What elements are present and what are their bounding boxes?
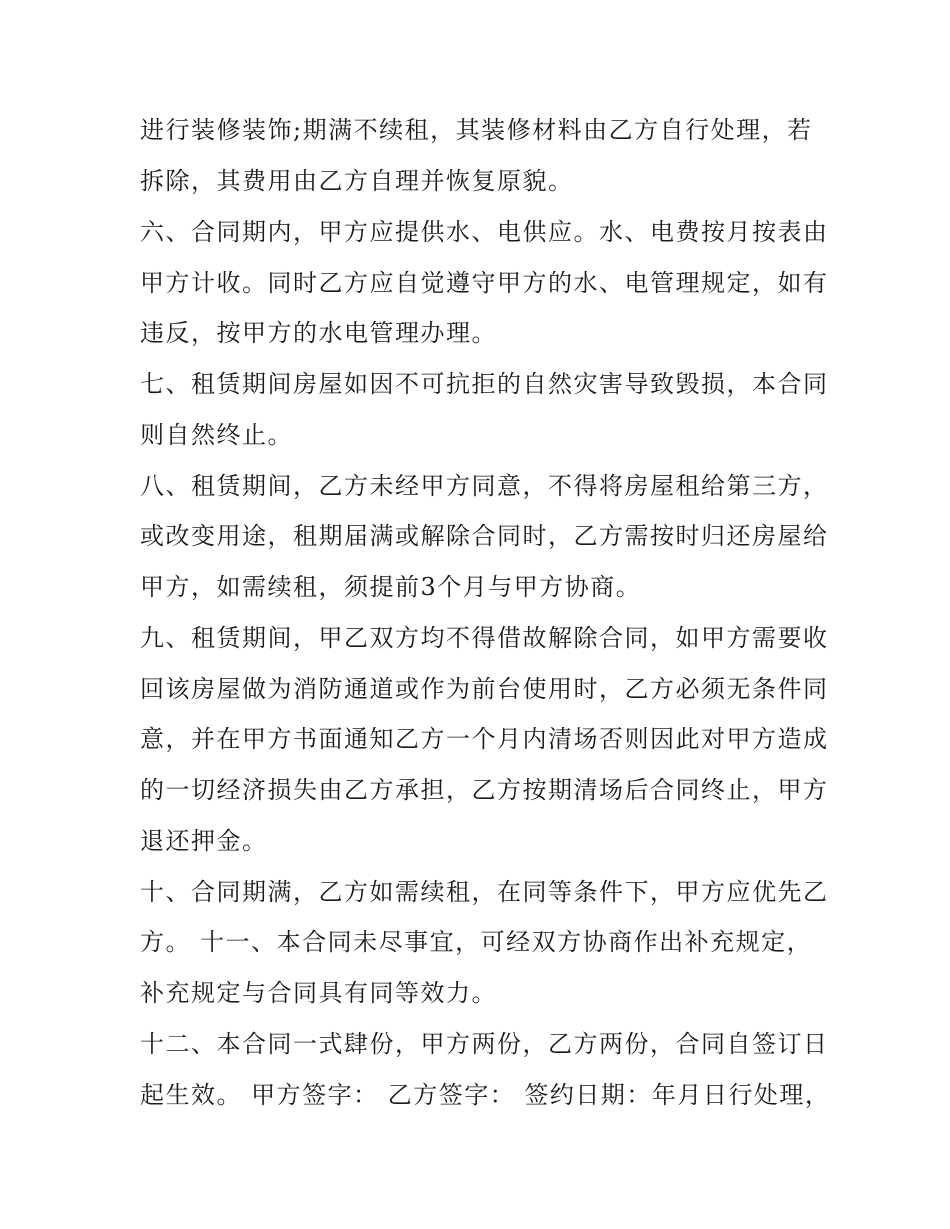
text-line: 违反，按甲方的水电管理办理。 [140,319,497,347]
text-line: 或改变用途，租期届满或解除合同时，乙方需按时归还房屋给 [140,522,829,550]
text-line: 拆除，其费用由乙方自理并恢复原貌。 [140,167,574,195]
text-line: 十、合同期满，乙方如需续租，在同等条件下，甲方应优先乙 [140,878,829,906]
text-line: 补充规定与合同具有同等效力。 [140,979,497,1007]
text-line: 起生效。 甲方签字： 乙方签字： 签约日期：年月日行处理， [140,1081,831,1109]
text-line: 进行装修装饰;期满不续租，其装修材料由乙方自行处理，若 [140,116,813,144]
text-line: 的一切经济损失由乙方承担，乙方按期清场后合同终止，甲方 [140,776,829,804]
text-line: 九、租赁期间，甲乙双方均不得借故解除合同，如甲方需要收 [140,624,829,652]
text-line: 退还押金。 [140,827,268,855]
text-line: 八、租赁期间，乙方未经甲方同意，不得将房屋租给第三方， [140,472,829,500]
text-line: 甲方，如需续租，须提前3个月与甲方协商。 [140,573,642,601]
text-line: 意，并在甲方书面通知乙方一个月内清场否则因此对甲方造成 [140,725,829,753]
text-line: 甲方计收。同时乙方应自觉遵守甲方的水、电管理规定，如有 [140,269,829,297]
text-line: 六、合同期内，甲方应提供水、电供应。水、电费按月按表由 [140,218,829,246]
text-line: 则自然终止。 [140,421,293,449]
text-line: 七、租赁期间房屋如因不可抗拒的自然灾害导致毁损，本合同 [140,370,829,398]
text-line: 方。 十一、本合同未尽事宜，可经双方协商作出补充规定， [140,928,813,956]
text-line: 十二、本合同一式肆份，甲方两份，乙方两份，合同自签订日 [140,1030,829,1058]
text-line: 回该房屋做为消防通道或作为前台使用时，乙方必须无条件同 [140,675,829,703]
